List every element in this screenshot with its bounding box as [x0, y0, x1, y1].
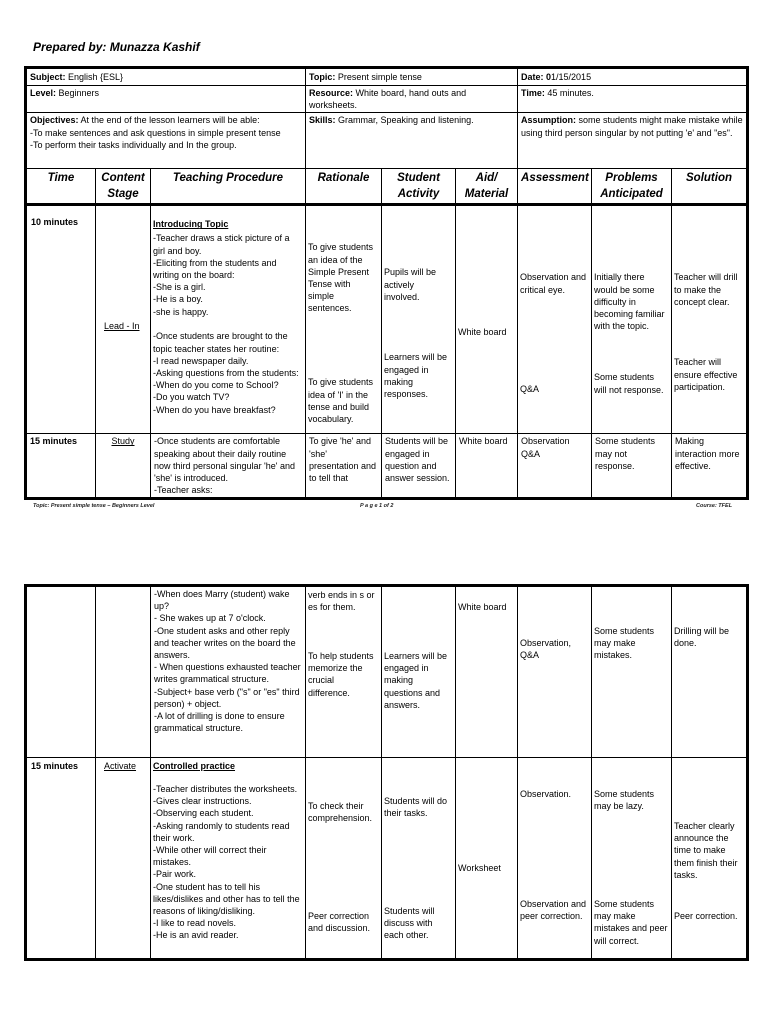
activate-stage: Activate	[104, 761, 137, 771]
lead-in-assessment-cell	[518, 205, 592, 434]
activity-b: Learners will be engaged in making responses.	[384, 352, 448, 400]
header-rationale: Rationale	[306, 169, 382, 205]
activate-aid-cell	[456, 758, 518, 960]
p2-solution: Drilling will be done.	[674, 626, 730, 649]
objectives-cell: Objectives: At the end of the lesson learners will be able: -To make sentences and ask questions in simple present tense -To perform their tasks individually and In the group.	[26, 113, 306, 169]
p2-time-cell	[26, 586, 96, 758]
assessment-a: Observation and critical eye.	[520, 272, 587, 295]
activate-stage-cell	[96, 758, 151, 960]
lead-in-stage-cell	[96, 205, 151, 434]
prepared-by: Prepared by: Munazza Kashif	[33, 40, 200, 54]
topic-cell: Topic: Present simple tense	[306, 68, 518, 86]
p2-aid-cell	[456, 586, 518, 758]
header-problems: Problems Anticipated	[592, 169, 672, 205]
activate-rationale-cell	[306, 758, 382, 960]
assumption-cell: Assumption: some students might make mistake while using third person singular by not putting 'e' and "es".	[518, 113, 748, 169]
lesson-plan-table-page2	[24, 584, 749, 961]
problems-a: Initially there would be some difficulty in becoming familiar with the topic.	[594, 272, 665, 332]
p2-procedure: -When does Marry (student) wake up? - She wakes up at 7 o'clock. -One student asks and other reply and teacher writes on the board the answers. - When questions exhausted teacher writes grammatical structure. -Subject+ base verb ("s" or "es" third person) + object. -A lot of drilling is done to ensure grammatical structure.	[151, 586, 306, 758]
activate-activity-a: Students will do their tasks.	[384, 796, 448, 819]
info-row-3	[26, 113, 748, 169]
activate-assessment-b: Observation and peer correction.	[520, 899, 587, 922]
activate-rationale-a: To check their comprehension.	[308, 801, 373, 824]
solution-a: Teacher will drill to make the concept clear.	[674, 272, 738, 307]
info-row-2	[26, 86, 748, 113]
p2-solution-cell	[672, 586, 748, 758]
activity-a: Pupils will be actively involved.	[384, 267, 437, 302]
activate-procedure-cell	[151, 758, 306, 960]
p2-problems: Some students may make mistakes.	[594, 626, 655, 661]
p2-problems-cell	[592, 586, 672, 758]
lead-in-rationale-cell	[306, 205, 382, 434]
header-aid-material: Aid/ Material	[456, 169, 518, 205]
problems-b: Some students will not response.	[594, 372, 664, 395]
aid: White board	[458, 327, 507, 338]
p2-activity-b: Learners will be engaged in making questions and answers.	[384, 651, 448, 710]
lead-in-time: 10 minutes	[31, 217, 79, 228]
p2-aid: White board	[458, 602, 507, 612]
lead-in-problems-cell	[592, 205, 672, 434]
info-row-1	[26, 68, 748, 86]
p2-rationale-cell	[306, 586, 382, 758]
p2-activity-cell	[382, 586, 456, 758]
header-content-stage: Content Stage	[96, 169, 151, 205]
header-row	[26, 169, 748, 205]
study-aid: White board	[456, 434, 518, 499]
subject-cell: Subject: English {ESL}	[26, 68, 306, 86]
header-time: Time	[26, 169, 96, 205]
lesson-plan-table-page1	[24, 66, 749, 500]
study-assessment: Observation Q&A	[518, 434, 592, 499]
activate-solution-a: Teacher clearly announce the time to make them finish their tasks.	[674, 821, 738, 880]
activate-problems-a: Some students may be lazy.	[594, 789, 655, 812]
p2-assessment: Observation, Q&A	[520, 638, 572, 661]
header-assessment: Assessment	[518, 169, 592, 205]
p2-assessment-cell	[518, 586, 592, 758]
activate-time-cell	[26, 758, 96, 960]
footer-topic: Topic: Present simple tense – Beginners Level	[33, 503, 155, 509]
footer-page-number: P a g e 1 of 2	[360, 503, 394, 509]
study-activity: Students will be engaged in question and answer session.	[382, 434, 456, 499]
row-study	[26, 434, 748, 499]
study-rationale: To give 'he' and 'she' presentation and to tell that	[306, 434, 382, 499]
assessment-b: Q&A	[520, 384, 540, 395]
study-problems: Some students may not response.	[592, 434, 672, 499]
activate-activity-b: Students will discuss with each other.	[384, 906, 435, 941]
row-study-continued	[26, 586, 748, 758]
lead-in-time-cell	[26, 205, 96, 434]
study-procedure: -Once students are comfortable speaking about their daily routine now third personal singular 'he' and 'she' is introduced. -Teacher asks:	[151, 434, 306, 499]
procedure-title: Introducing Topic	[153, 219, 229, 230]
p2-stage-cell	[96, 586, 151, 758]
time-cell: Time: 45 minutes.	[518, 86, 748, 113]
row-lead-in	[26, 205, 748, 434]
p2-rationale-a: verb ends in s or es for them.	[308, 590, 375, 613]
procedure-a: -Teacher draws a stick picture of a girl and boy. -Eliciting from the students and writing on the board: -She is a girl. -He is a boy. -she is happy.	[153, 233, 290, 317]
lead-in-stage: Lead - In	[104, 321, 140, 332]
activate-procedure: -Teacher distributes the worksheets. -Gives clear instructions. -Observing each student. -Asking randomly to students read their work. -While other will correct their mistakes. -Pair work. -One student has to tell his likes/dislikes and other has to tell the reasons of liking/disliking. -I like to read novels. -He is an avid reader.	[153, 784, 300, 941]
footer-course: Course: TFEL	[696, 503, 733, 509]
activate-assessment-a: Observation.	[520, 789, 572, 799]
activate-solution-b: Peer correction.	[674, 911, 738, 921]
activate-assessment-cell	[518, 758, 592, 960]
activate-time: 15 minutes	[31, 761, 79, 771]
row-activate	[26, 758, 748, 960]
level-cell: Level: Beginners	[26, 86, 306, 113]
lead-in-activity-cell	[382, 205, 456, 434]
lead-in-aid-cell	[456, 205, 518, 434]
activate-problems-cell	[592, 758, 672, 960]
header-student-activity: Student Activity	[382, 169, 456, 205]
solution-b: Teacher will ensure effective participation.	[674, 357, 738, 392]
lead-in-solution-cell	[672, 205, 748, 434]
activate-solution-cell	[672, 758, 748, 960]
resource-cell: Resource: White board, hand outs and worksheets.	[306, 86, 518, 113]
activate-rationale-b: Peer correction and discussion.	[308, 911, 371, 934]
rationale-a: To give students an idea of the Simple Present Tense with simple sentences.	[308, 242, 374, 314]
header-solution: Solution	[672, 169, 748, 205]
date-cell: Date: 01/15/2015	[518, 68, 748, 86]
activate-procedure-title: Controlled practice	[153, 761, 236, 771]
skills-cell: Skills: Grammar, Speaking and listening.	[306, 113, 518, 169]
activate-aid: Worksheet	[458, 863, 501, 873]
study-solution: Making interaction more effective.	[672, 434, 748, 499]
procedure-b: -Once students are brought to the topic teacher states her routine: -I read newspaper daily. -Asking questions from the students: -When do you come to School? -Do you watch TV? -When do you have breakfast?	[153, 331, 299, 415]
study-stage: Study	[96, 434, 151, 499]
activate-activity-cell	[382, 758, 456, 960]
header-teaching-procedure: Teaching Procedure	[151, 169, 306, 205]
study-time: 15 minutes	[26, 434, 96, 499]
p2-rationale-b: To help students memorize the crucial difference.	[308, 651, 374, 698]
rationale-b: To give students idea of 'I' in the tense and build vocabulary.	[308, 377, 374, 425]
activate-problems-b: Some students may make mistakes and peer will correct.	[594, 899, 668, 946]
lead-in-procedure-cell	[151, 205, 306, 434]
